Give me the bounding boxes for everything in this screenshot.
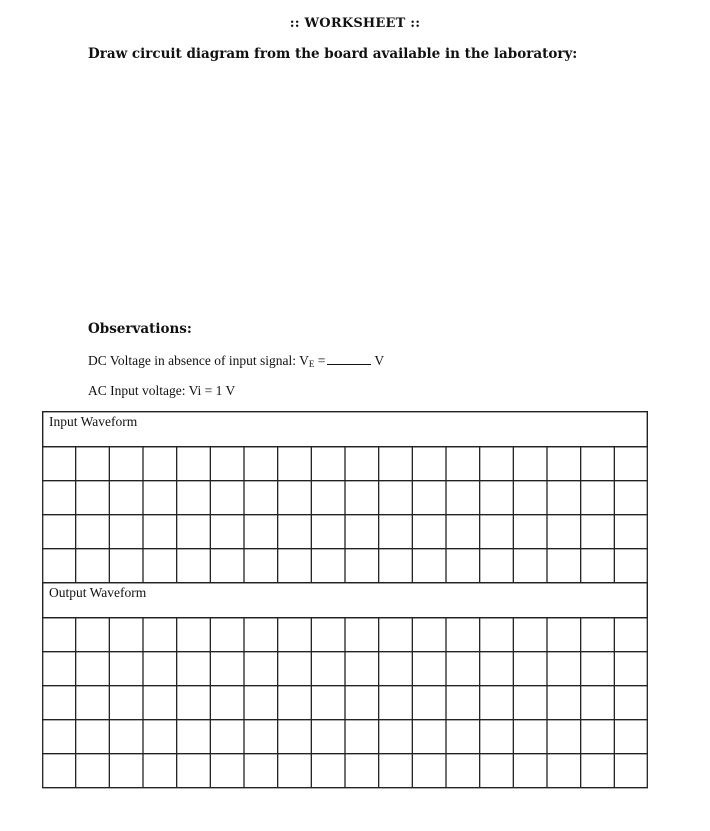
dc-voltage-line [88,353,384,369]
dc-voltage-label: DC Voltage in absence of input signal: V [88,353,309,368]
dc-voltage-unit: V [374,353,385,368]
output-waveform-label: Output Waveform [49,585,147,600]
dc-voltage-blank[interactable] [327,354,371,365]
circuit-diagram-area[interactable] [88,72,648,312]
dc-voltage-equals: = [314,353,326,368]
dc-voltage-subscript: E [308,359,315,369]
instruction-text: Draw circuit diagram from the board available in the laboratory: [88,46,578,62]
observations-heading: Observations: [88,321,192,337]
worksheet-title: :: WORKSHEET :: [289,16,421,31]
ac-input-voltage: AC Input voltage: Vi = 1 V [88,383,236,398]
input-waveform-label: Input Waveform [49,414,138,429]
